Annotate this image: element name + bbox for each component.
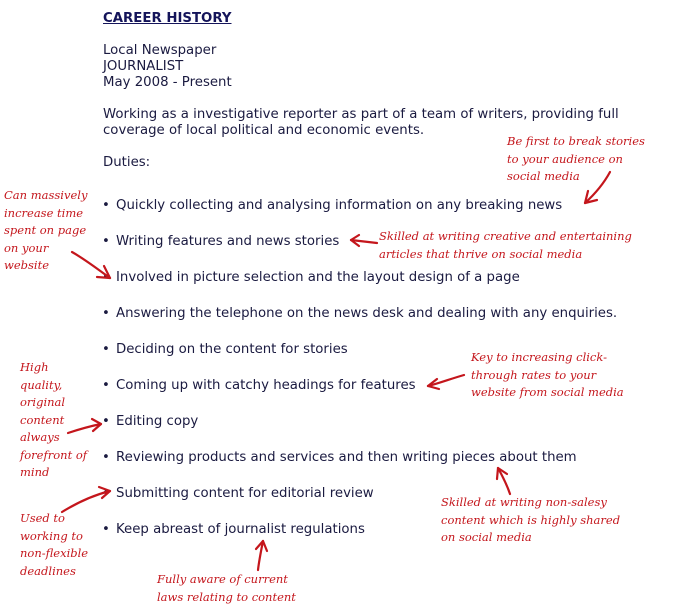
bullet-icon: • — [102, 378, 110, 393]
role-summary: Working as a investigative reporter as part of a team of writers, providing full coverage of local political and economic events. — [103, 107, 619, 138]
duty-text: Answering the telephone on the news desk and dealing with any enquiries. — [116, 306, 618, 321]
arrow-icon — [62, 487, 110, 512]
annotation-note: Used to working to non-flexible deadlines — [20, 511, 89, 578]
duty-text: Involved in picture selection and the layout design of a page — [116, 270, 520, 285]
annotation-note: Fully aware of current laws relating to content — [157, 572, 296, 604]
employer-name: Local Newspaper — [103, 43, 217, 58]
duty-text: Coming up with catchy headings for features — [116, 378, 416, 393]
section-title: CAREER HISTORY — [103, 11, 232, 26]
bullet-icon: • — [102, 234, 110, 249]
arrow-icon — [72, 252, 110, 278]
bullet-icon: • — [102, 522, 110, 537]
bullet-icon: • — [102, 306, 110, 321]
job-title: JOURNALIST — [103, 59, 184, 74]
duties-label: Duties: — [103, 155, 151, 170]
duty-text: Submitting content for editorial review — [116, 486, 374, 501]
duty-text: Deciding on the content for stories — [116, 342, 348, 357]
duty-text: Quickly collecting and analysing information on any breaking news — [116, 198, 563, 213]
arrow-icon — [428, 375, 464, 389]
duty-text: Editing copy — [116, 414, 199, 429]
arrow-icon — [256, 541, 267, 570]
arrow-icon — [68, 419, 101, 433]
annotation-note: Be first to break stories to your audience on social media — [507, 134, 645, 183]
annotation-note: Skilled at writing non-salesy content which is highly shared on social media — [441, 495, 621, 544]
annotation-note: Skilled at writing creative and entertaining articles that thrive on social media — [379, 229, 632, 261]
bullet-icon: • — [102, 414, 110, 429]
duty-text: Reviewing products and services and then writing pieces about them — [116, 450, 577, 465]
arrow-icon — [351, 235, 377, 246]
employment-dates: May 2008 - Present — [103, 75, 232, 90]
duty-text: Keep abreast of journalist regulations — [116, 522, 365, 537]
bullet-icon: • — [102, 342, 110, 357]
arrow-icon — [585, 172, 610, 203]
bullet-icon: • — [102, 198, 110, 213]
annotation-note: High quality, original content always forefront of mind — [20, 360, 88, 479]
duty-text: Writing features and news stories — [116, 234, 340, 249]
bullet-icon: • — [102, 486, 110, 501]
annotation-note: Can massively increase time spent on page on your website — [4, 188, 88, 272]
arrow-icon — [497, 468, 510, 494]
annotation-note: Key to increasing click- through rates to your website from social media — [471, 350, 624, 399]
bullet-icon: • — [102, 450, 110, 465]
bullet-icon: • — [102, 270, 110, 285]
